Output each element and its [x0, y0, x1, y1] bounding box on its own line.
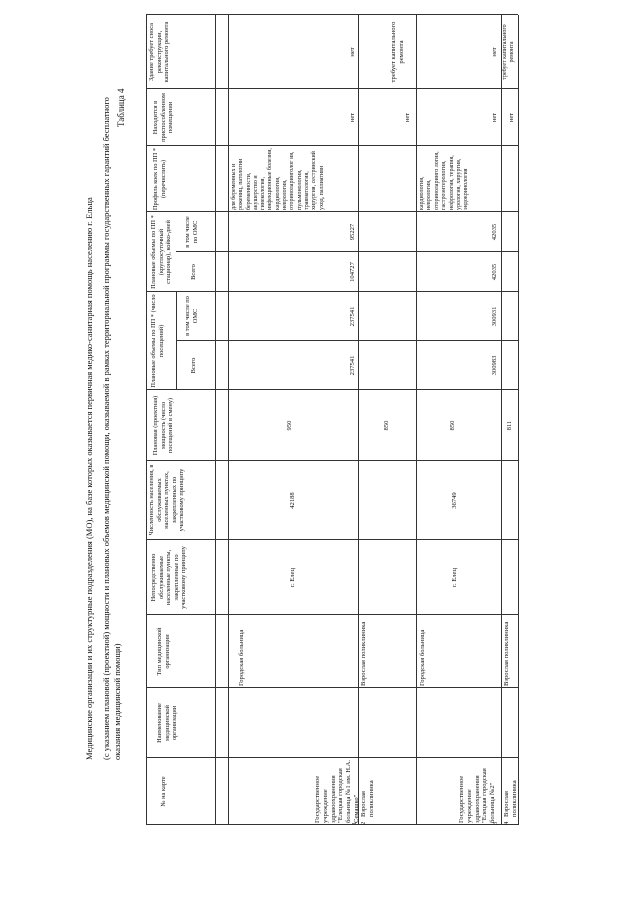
- header-population: Численность населения, в обслуживаемых населенных пунктах, закрепленных по участковому принципу: [148, 464, 186, 536]
- row-1-population: 42188: [289, 492, 296, 509]
- row-2-repair: требует капитального ремонта: [390, 21, 405, 83]
- header-type: Тип медицинской организации: [156, 627, 171, 676]
- document-subtitle-line2: оказания медицинской помощи): [112, 643, 122, 760]
- row-3-adapted: нет: [491, 112, 498, 123]
- row-1-num: 1: [351, 821, 358, 825]
- row-2-num: 2: [360, 821, 367, 825]
- row-1-profile: для беременных и рожениц, патологии беременности, акушерство и гинекология, инфекционные болезни, кардиология, неврология, оториноларинголог ия, пульмонология, травматология, хирургия, сестринский уход, паллиативн: [231, 148, 325, 210]
- row-3-capacity: 850: [449, 420, 456, 431]
- row-3-visits-total: 300983: [491, 355, 498, 376]
- header-visits-group: Плановые объемы по ПП * (число посещений): [150, 294, 165, 388]
- row-1-stat-total: 104727: [349, 262, 356, 282]
- row-1-repair: нет: [349, 47, 356, 57]
- row-3-stat-oms: 42035: [491, 223, 498, 241]
- header-num: № на карте: [160, 776, 167, 807]
- row-1-settlement: г. Елец: [289, 567, 296, 588]
- row-4-adapted: нет: [508, 112, 515, 123]
- row-4-type: Взрослая поликлиника: [503, 621, 510, 686]
- row-3-population: 36749: [451, 492, 458, 509]
- header-repair: Здание требует сноса реконструкции, капитального ремонта: [148, 21, 171, 83]
- medical-organizations-table: [146, 15, 518, 825]
- header-capacity: Плановая (проектная) мощность (число посещений в смену): [152, 395, 175, 456]
- header-settlements: Непосредственно обслуживаемые населенные пункты, закрепленные по участковому принципу: [150, 546, 188, 609]
- row-4-repair: требует капитального ремонта: [502, 24, 515, 80]
- header-stat-total: Всего: [190, 264, 197, 280]
- header-stat-oms: в том числе по ОМС: [184, 216, 199, 248]
- header-adapted: Находится в приспособленном помещении: [152, 93, 175, 142]
- row-2-capacity: 850: [383, 420, 390, 431]
- row-4-name: Взрослая поликлиника: [503, 780, 518, 817]
- header-visits-total: Всего: [190, 357, 197, 374]
- row-1-type: Городская больница: [238, 629, 245, 686]
- header-profile: Профиль коек по ПП * (перечислить): [152, 147, 167, 211]
- row-2-name: Взрослая поликлиника: [360, 780, 375, 817]
- row-1-stat-oms: 95227: [349, 223, 356, 241]
- row-3-name: Государственное учреждение здравоохранения "Елецкая городская больница №2": [458, 768, 497, 823]
- row-3-type: Городская больница: [419, 629, 426, 686]
- row-2-type: Взрослая поликлиника: [360, 621, 367, 686]
- row-1-adapted: нет: [349, 112, 356, 123]
- row-4-num: 4: [503, 821, 510, 825]
- row-3-settlement: г. Елец: [451, 567, 458, 588]
- table-label: Таблица 4: [116, 88, 126, 127]
- row-3-stat-total: 42035: [491, 263, 498, 281]
- header-stationar-group: Плановые объемы по ПП * (круглосуточный стационар), койко-дней: [150, 215, 173, 289]
- row-3-repair: нет: [491, 47, 498, 57]
- row-1-visits-oms: 237541: [349, 306, 356, 327]
- row-3-visits-oms: 300931: [491, 306, 498, 327]
- header-visits-oms: в том числе по ОМС: [184, 296, 199, 336]
- row-3-profile: кардиология, неврология, оториноларинго логия, гастроэнтерология, нефрология, терапия, урология, хирургия, эндокринология: [419, 151, 470, 210]
- row-3-num: 3: [492, 821, 499, 825]
- row-1-capacity: 950: [286, 420, 293, 431]
- row-2-adapted: нет: [404, 112, 411, 123]
- row-1-visits-total: 237541: [349, 355, 356, 376]
- row-4-capacity: 811: [506, 420, 513, 431]
- document-title: Медицинские организации и их структурные подразделения (МО), на базе которых оказывается первичная медико-санитарная помощь населению г. Ельца: [84, 197, 94, 760]
- document-subtitle-line1: (с указанием плановой (проектной) мощности и плановых объемов медицинской помощи, оказываемой в рамках территориальной программы государственных гарантий бесплатного: [101, 97, 111, 760]
- header-name: Наименование медицинской организации: [156, 703, 179, 743]
- row-1-name: Государственное учреждение здравоохранения "Елецкая городская больница №1 им. Н.А. Семашко": [314, 759, 360, 823]
